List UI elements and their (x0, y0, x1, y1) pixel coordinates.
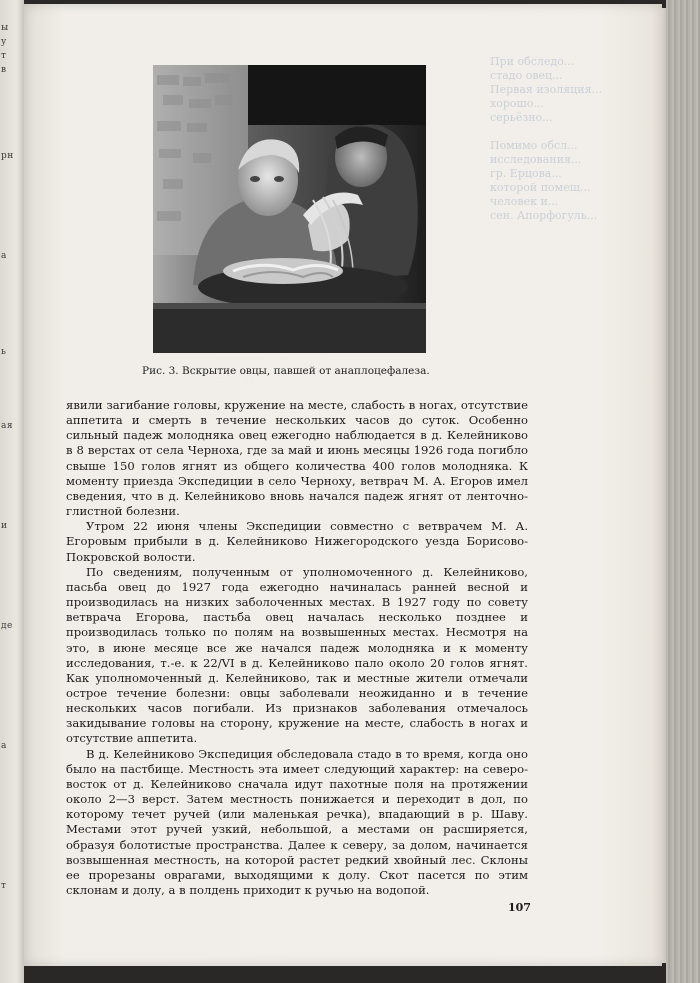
ghost-line: При обследо... (490, 55, 575, 68)
left-fragment: а (1, 741, 7, 751)
left-fragment: в (1, 65, 7, 75)
ghost-line: стадо овец... (490, 69, 563, 82)
page-number: 107 (508, 901, 531, 914)
left-fragment: ь (1, 347, 7, 357)
figure-photo (153, 65, 426, 353)
ghost-line: сен. Апорфогуль... (490, 209, 598, 222)
paragraph: явили загибание головы, кружение на месте, слабость в ногах, отсутствие аппетита и смерть в течение нескольких часов до суток. Особенно сильный падеж молодняка овец ежегодно наблюдается в д. Келейниково в 8 верстах от села Черноха, где за май и июнь месяцы 1926 года погибло свыше 150 голов ягнят из общего количества 400 голов молодняка. К моменту приезда Экспедиции в село Черноху, ветврач М. А. Егоров имел сведения, что в д. Келейниково вновь начался падеж ягнят от ленточно-глистной болезни. (66, 398, 528, 519)
left-fragment: де (1, 621, 13, 631)
left-fragment: и (1, 521, 8, 531)
show-through-text (490, 55, 640, 223)
ghost-line: человек и... (490, 195, 559, 208)
paragraph: По сведениям, полученным от уполномоченного д. Келейниково, пасьба овец до 1927 года ежегодно начиналась ранней весной и производилась на низких заболоченных местах. В 1927 году по совету ветврача Егорова, пастьба овец началась несколько позднее и производилась только по полям на возвышенных местах. Несмотря на это, в июне месяце все же начался падеж молодняка и к моменту исследования, т.-е. к 22/VI в д. Келейниково пало около 20 голов ягнят. Как уполномоченный д. Келейниково, так и местные жители отмечали острое течение болезни: овцы заболевали неожиданно и в течение нескольких часов погибали. Из признаков заболевания отмечалось закидывание головы на сторону, кружение на месте, слабость в ногах и отсутствие аппетита. (66, 564, 528, 746)
left-fragment: т (1, 51, 7, 61)
ghost-line: Первая изоляция... (490, 83, 603, 96)
ghost-line: которой помещ... (490, 181, 591, 194)
paragraph: В д. Келейниково Экспедиция обследовала стадо в то время, когда оно было на пастбище. Местность эта имеет следующий характер: на северо-восток от д. Келейниково сначала идут пахотные поля на протяжении около 2—3 верст. Затем местность понижается и переходит в дол, по которому течет ручей (или маленькая речка), впадающий в р. Шаву. Местами этот ручей узкий, небольшой, а местами он расширяется, образуя болотистые пространства. Далее к северу, за долом, начинается возвышенная местность, на которой растет редкий хвойный лес. Склоны ее прорезаны оврагами, выходящими к долу. Скот пасется по этим склонам и долу, а в полдень приходит к ручью на водопой. (66, 746, 528, 897)
left-fragment: рн (1, 151, 14, 161)
ghost-line: Помимо обсл... (490, 139, 578, 152)
photo-illustration (153, 65, 426, 353)
paragraph: Утром 22 июня члены Экспедиции совместно с ветврачем М. А. Егоровым прибыли в д. Келейниково Нижегородского уезда Борисово-Покровской волости. (66, 519, 528, 564)
body-text (66, 398, 528, 898)
book-cover-cloth (666, 0, 700, 983)
ghost-line: исследования... (490, 153, 582, 166)
page-edge (662, 8, 666, 963)
left-fragment: у (1, 37, 7, 47)
left-fragment: а (1, 251, 7, 261)
ghost-line: серьёзно... (490, 111, 553, 124)
ghost-line: гр. Ерцова... (490, 167, 562, 180)
ghost-line: хорошо... (490, 97, 544, 110)
left-fragment: ая (1, 421, 14, 431)
left-fragment: ы (1, 23, 9, 33)
left-fragment: т (1, 881, 7, 891)
figure-caption: Рис. 3. Вскрытие овцы, павшей от анаплоцефалеза. (142, 365, 430, 377)
previous-page-edge (0, 0, 24, 983)
